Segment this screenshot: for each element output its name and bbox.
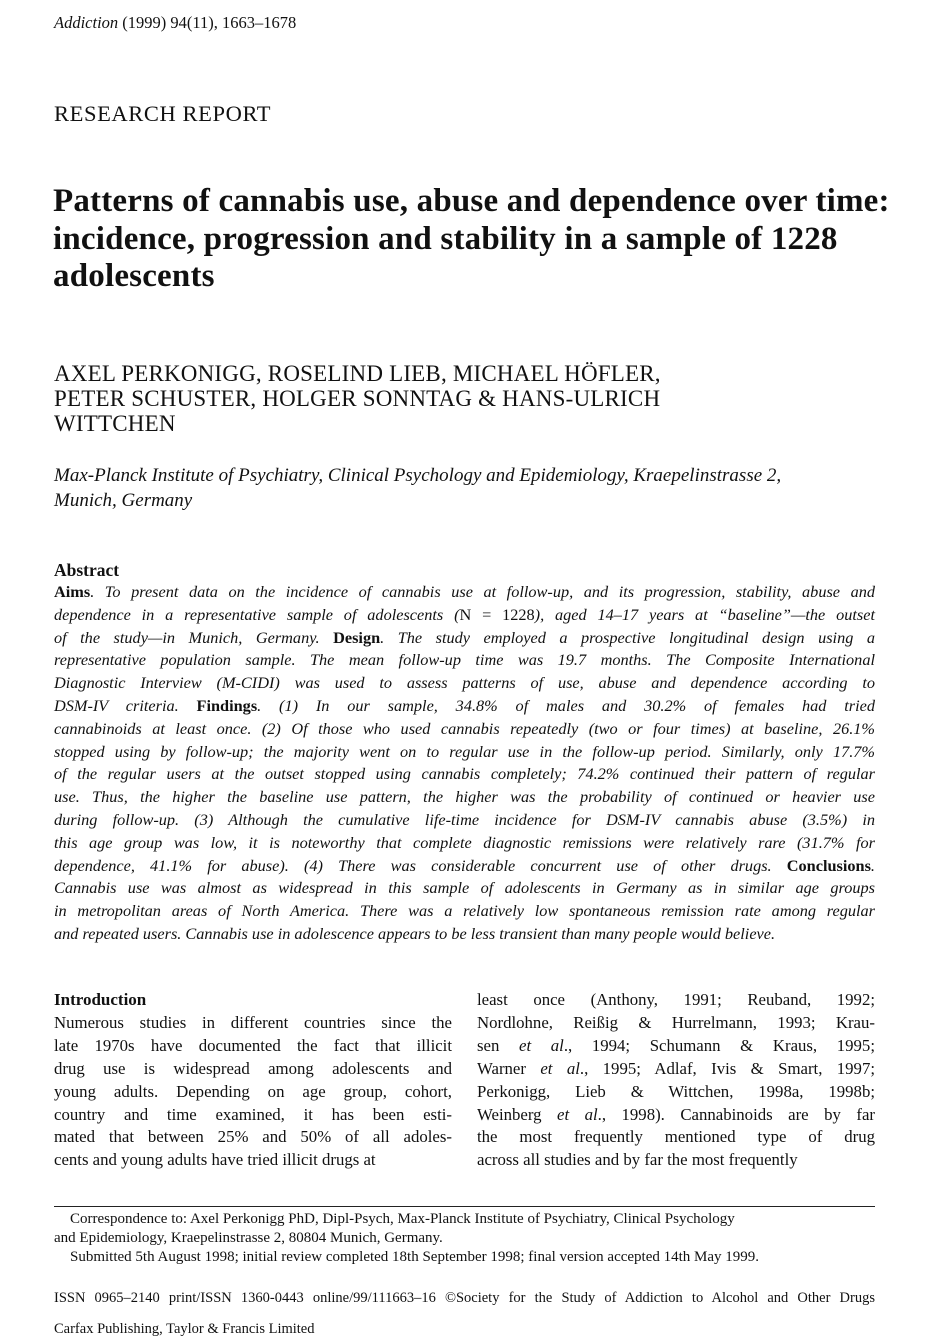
abstract-line — [54, 718, 875, 741]
text-segment: and repeated users. Cannabis use in adolescence appears to be less transient than many people would believe. — [54, 923, 776, 943]
intro-line: Numerous studies in different countries since the — [54, 1012, 452, 1032]
affiliation-line: Max-Planck Institute of Psychiatry, Clinical Psychology and Epidemiology, Kraepelinstrasse 2, — [54, 465, 782, 486]
abstract-line — [54, 581, 875, 604]
intro-line — [477, 1012, 875, 1035]
author-line: AXEL PERKONIGG, ROSELIND LIEB, MICHAEL HÖFLER, — [54, 361, 661, 386]
intro-line — [477, 1058, 875, 1081]
text-segment: stopped using by follow-up; the majority went on to regular use in the follow-up period. Similarly, only 17.7% — [54, 741, 875, 761]
abstract-heading: Abstract — [54, 560, 120, 580]
text-segment: dependence in a representative sample of adolescents ( — [54, 604, 460, 624]
abstract-line — [54, 672, 875, 695]
intro-line — [477, 1126, 875, 1149]
text-segment: in metropolitan areas of North America. There was a relatively low spontaneous remission rate among regular — [54, 901, 875, 921]
journal-name: Addiction — [54, 13, 119, 32]
text-segment: ), aged 14–17 years at “baseline”—the outset — [534, 604, 875, 624]
author-line: WITTCHEN — [54, 411, 176, 436]
intro-line: cents and young adults have tried illicit drugs at — [54, 1150, 376, 1170]
abstract-line — [54, 855, 875, 878]
abstract-line — [54, 900, 875, 923]
text-segment: . To present data on the incidence of cannabis use at follow-up, and its progression, stability, abuse and — [90, 582, 875, 601]
intro-line: country and time examined, it has been esti- — [54, 1104, 452, 1124]
intro-line: young adults. Depending on age group, cohort, — [54, 1081, 452, 1101]
intro-line: mated that between 25% and 50% of all adoles- — [54, 1127, 452, 1147]
text-segment: ., 1995; Adlaf, Ivis & Smart, 1997; — [579, 1058, 875, 1078]
text-segment: Cannabis use was almost as widespread in this sample of adolescents in Germany as in similar age groups — [54, 878, 875, 898]
introduction-right-column — [477, 989, 875, 1172]
text-segment: . (1) In our sample, 34.8% of males and 30.2% of females had tried — [257, 695, 875, 715]
abstract-line — [54, 786, 875, 809]
text-segment: ., 1994; Schumann & Kraus, 1995; — [563, 1035, 875, 1055]
abstract-line — [54, 695, 875, 718]
footnote-divider — [54, 1206, 875, 1207]
paper-title: Patterns of cannabis use, abuse and dependence over time: incidence, progression and stability in a sample of 1228 adolescents — [53, 183, 890, 294]
abstract-body — [54, 581, 875, 946]
sample-size: N = 1228 — [459, 604, 535, 624]
abstract-line — [54, 832, 875, 855]
text-segment: across all studies and by far the most frequently — [477, 1150, 798, 1170]
text-segment: Warner — [477, 1058, 541, 1078]
abstract-line — [54, 649, 875, 672]
citation-etal: et al — [540, 1058, 580, 1078]
abstract — [54, 559, 875, 946]
text-segment: ., 1998). Cannabinoids are by far — [597, 1104, 875, 1124]
abstract-keyword: Aims — [54, 582, 91, 601]
text-segment: the most frequently mentioned type of drug — [477, 1127, 875, 1147]
abstract-line — [54, 923, 875, 946]
text-segment: during follow-up. (3) Although the cumulative life-time incidence for DSM-IV cannabis abuse (3.5%) in — [54, 809, 875, 829]
text-segment: DSM-IV criteria. — [54, 695, 197, 715]
text-segment: Diagnostic Interview (M-CIDI) was used to assess patterns of use, abuse and dependence according to — [54, 673, 875, 693]
text-segment: of the regular users at the outset stopped using cannabis completely; 74.2% continued their pattern of regular — [54, 764, 875, 784]
introduction-left-text — [54, 1012, 452, 1172]
text-segment: Perkonigg, Lieb & Wittchen, 1998a, 1998b; — [477, 1081, 875, 1101]
journal-citation — [54, 13, 296, 33]
text-segment: Weinberg — [477, 1104, 557, 1124]
text-segment: use. Thus, the higher the baseline use pattern, the higher was the probability of continued or heavier use — [54, 787, 875, 807]
abstract-line — [54, 604, 875, 627]
abstract-line — [54, 741, 875, 764]
introduction-heading: Introduction — [54, 990, 147, 1009]
correspondence-footnote — [54, 1210, 875, 1267]
abstract-keyword: Design — [333, 627, 381, 647]
intro-line: drug use is widespread among adolescents and — [54, 1058, 452, 1078]
text-segment: dependence, 41.1% for abuse). (4) There was considerable concurrent use of other drugs. — [54, 855, 787, 875]
publisher: Carfax Publishing, Taylor & Francis Limited — [54, 1321, 315, 1337]
author-list — [54, 361, 894, 436]
text-segment: . — [870, 855, 875, 875]
correspondence-line: and Epidemiology, Kraepelinstrasse 2, 80804 Munich, Germany. — [54, 1230, 443, 1246]
abstract-keyword: Conclusions — [786, 855, 871, 875]
introduction-right-text — [477, 989, 875, 1172]
affiliation-line: Munich, Germany — [54, 490, 193, 511]
introduction-left-column — [54, 989, 452, 1172]
text-segment: this age group was low, it is noteworthy that complete diagnostic remissions were relatively rare (31.7% for — [54, 832, 875, 852]
intro-line — [477, 1149, 875, 1172]
issn-line: ISSN 0965–2140 print/ISSN 1360-0443 online/99/111663–16 ©Society for the Study of Addiction to Alcohol and Other Drugs — [54, 1290, 875, 1306]
abstract-line — [54, 809, 875, 832]
text-segment: . The study employed a prospective longitudinal design using a — [380, 627, 875, 647]
submission-dates: Submitted 5th August 1998; initial review completed 18th September 1998; final version accepted 14th May 1999. — [70, 1249, 760, 1265]
abstract-keyword: Findings — [196, 695, 258, 715]
abstract-line — [54, 627, 875, 650]
abstract-line — [54, 877, 875, 900]
affiliation — [54, 463, 884, 513]
intro-line — [477, 989, 875, 1012]
text-segment: of the study—in Munich, Germany. — [54, 627, 334, 647]
intro-line — [477, 1035, 875, 1058]
citation-etal: et al — [519, 1035, 564, 1055]
author-line: PETER SCHUSTER, HOLGER SONNTAG & HANS-ULRICH — [54, 386, 661, 411]
text-segment: cannabinoids at least once. (2) Of those who used cannabis repeatedly (two or four times) at baseline, 26.1% — [54, 718, 875, 738]
intro-line — [477, 1104, 875, 1127]
text-segment: Nordlohne, Reißig & Hurrelmann, 1993; Krau- — [477, 1012, 875, 1032]
correspondence-line: Correspondence to: Axel Perkonigg PhD, Dipl-Psych, Max-Planck Institute of Psychiatry, Clinical Psychology — [70, 1211, 735, 1227]
abstract-line — [54, 763, 875, 786]
intro-line: late 1970s have documented the fact that illicit — [54, 1035, 452, 1055]
citation-etal: et al — [557, 1104, 598, 1124]
section-label: RESEARCH REPORT — [54, 101, 272, 126]
text-segment: representative population sample. The mean follow-up time was 19.7 months. The Composite International — [54, 650, 875, 670]
citation-details: (1999) 94(11), 1663–1678 — [122, 13, 297, 32]
text-segment: sen — [477, 1035, 520, 1055]
text-segment: least once (Anthony, 1991; Reuband, 1992; — [477, 990, 875, 1009]
intro-line — [477, 1081, 875, 1104]
